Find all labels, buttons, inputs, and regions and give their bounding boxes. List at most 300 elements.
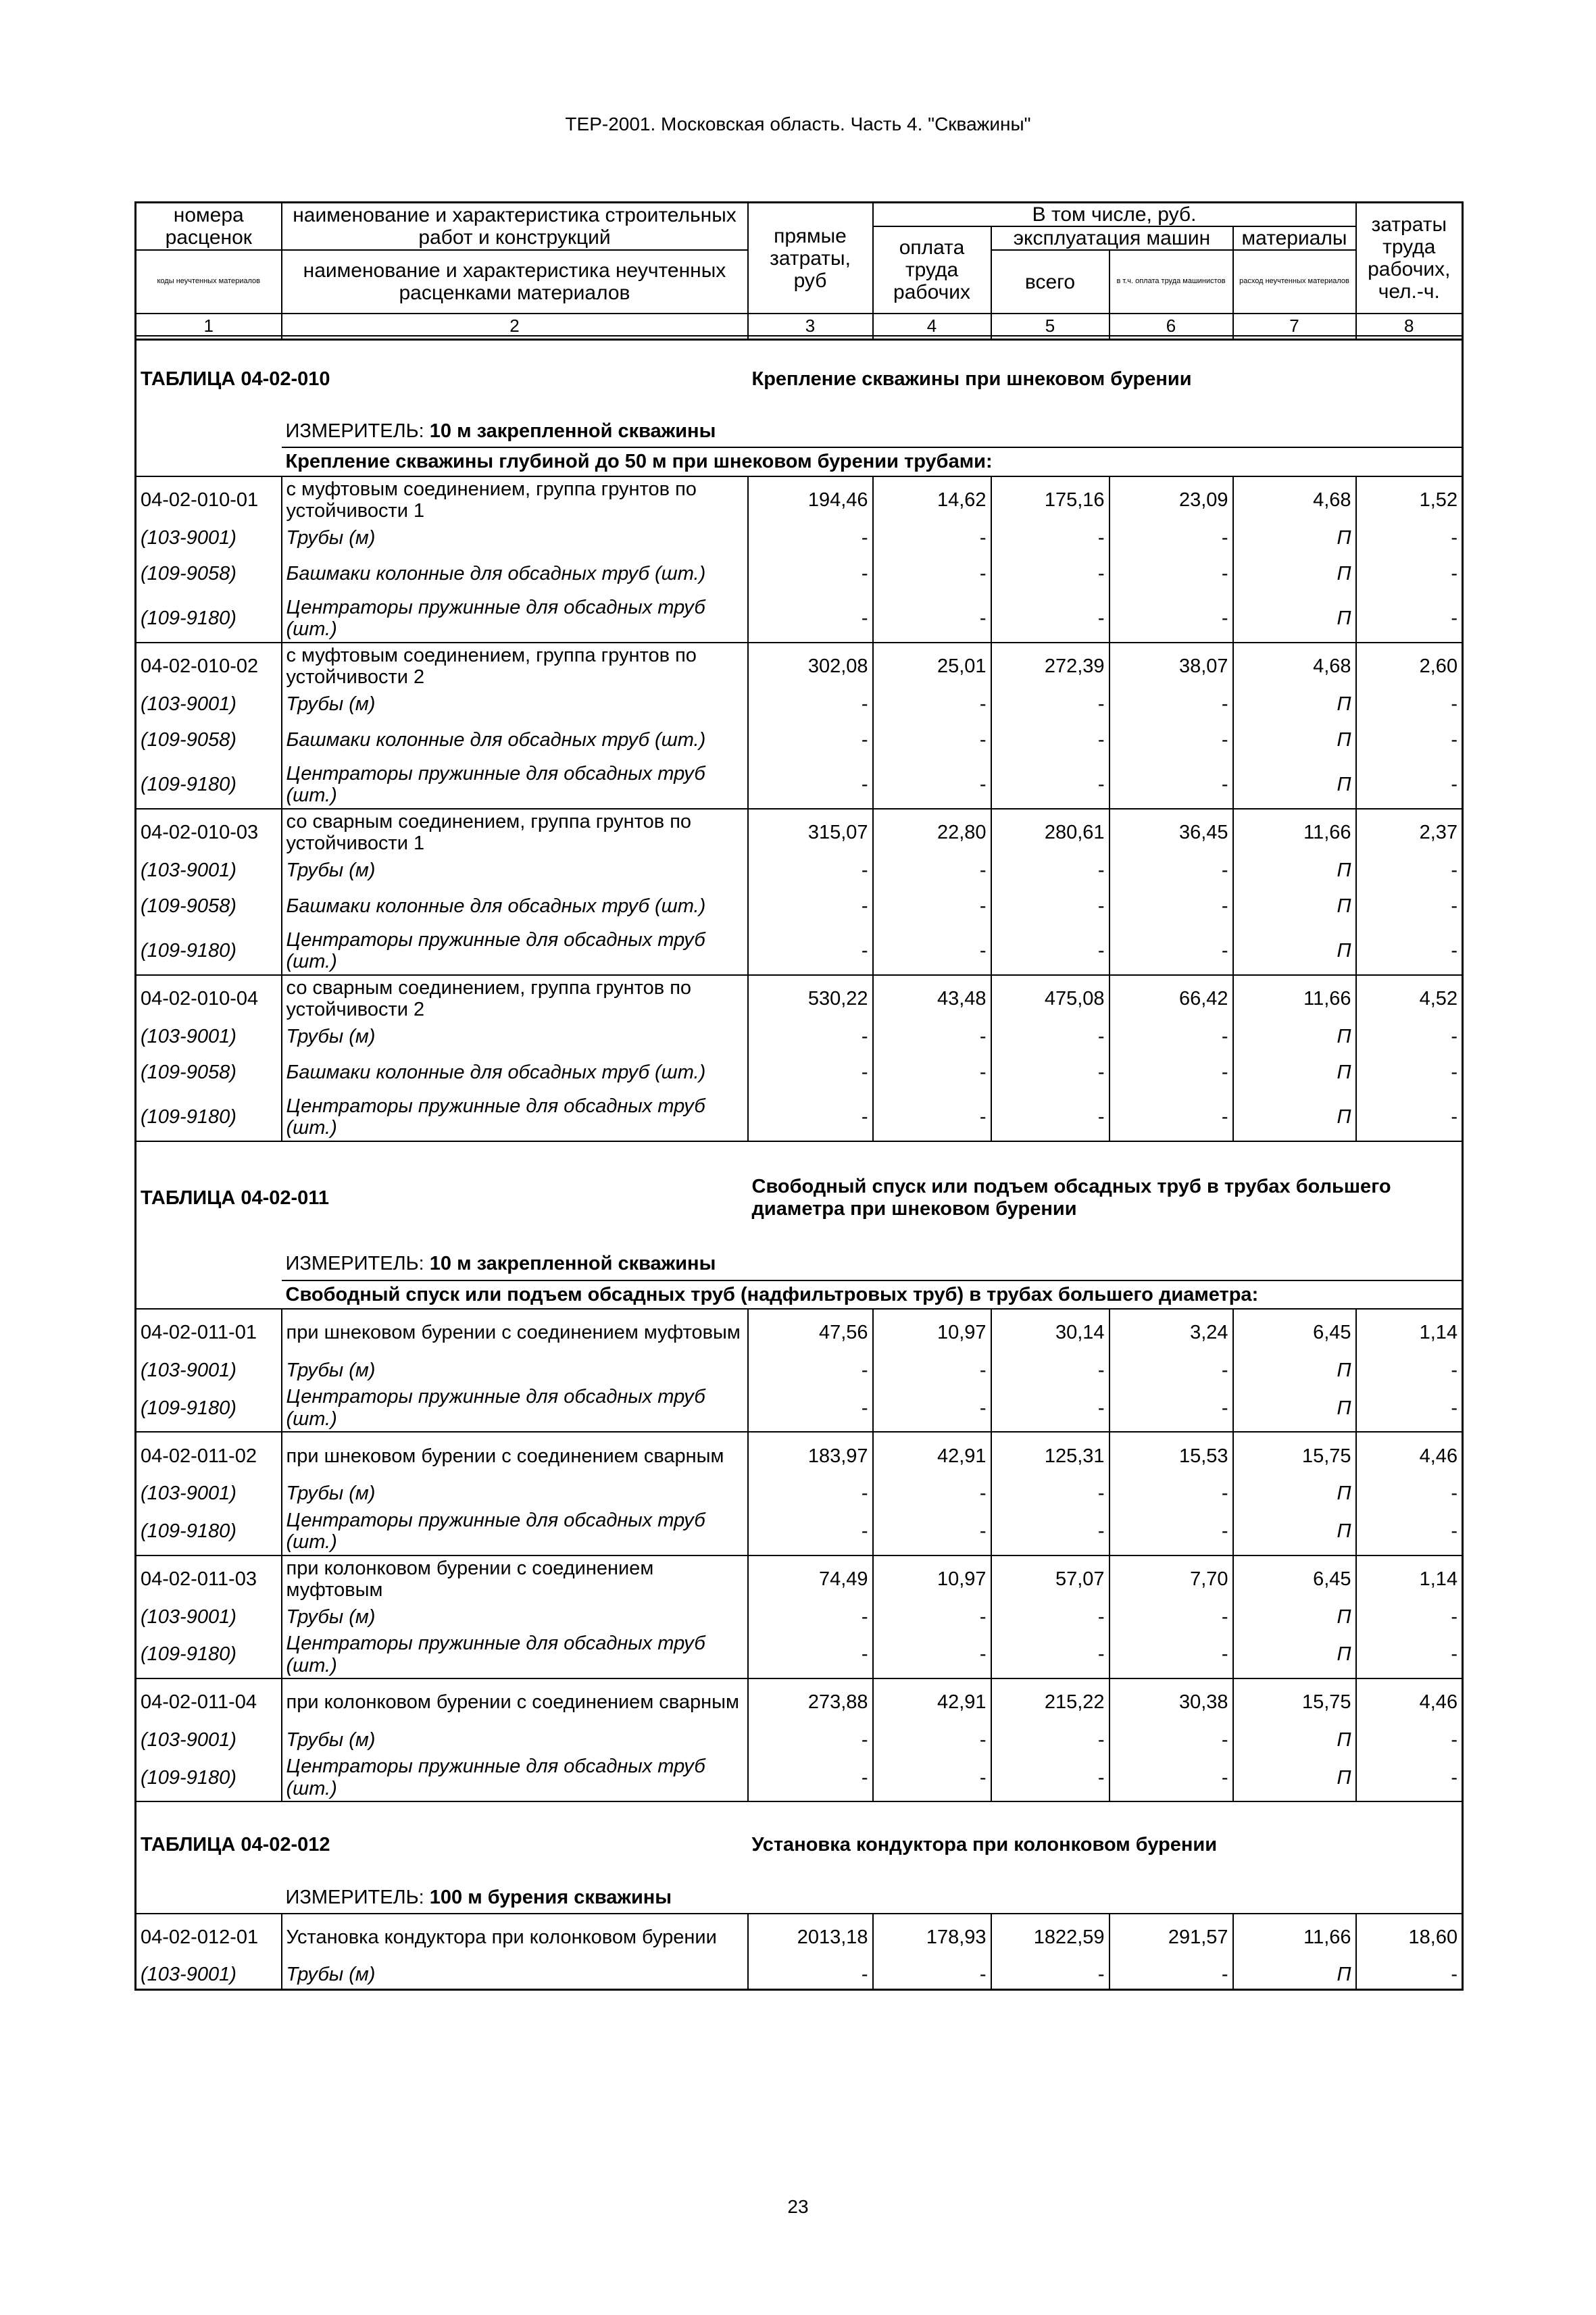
- value-col-3: 2013,18: [748, 1914, 873, 1961]
- value-col-7: 4,68: [1233, 643, 1356, 690]
- value-col-3: 302,08: [748, 643, 873, 690]
- material-code: (109-9180): [136, 1385, 282, 1432]
- value-col-4: -: [873, 928, 991, 975]
- value-col-6: -: [1109, 1022, 1233, 1051]
- rate-name: Установка кондуктора при колонковом бурении: [282, 1914, 748, 1961]
- header-col2-top: наименование и характеристика строительных работ и конструкций: [282, 203, 748, 251]
- value-col-6: -: [1109, 1508, 1233, 1555]
- material-code: (109-9180): [136, 1631, 282, 1678]
- rate-name: при колонковом бурении с соединением муфтовым: [282, 1555, 748, 1603]
- value-col-6: -: [1109, 1726, 1233, 1754]
- value-col-4: 178,93: [873, 1914, 991, 1961]
- value-col-5: -: [991, 1961, 1109, 1990]
- value-col-3: -: [748, 1094, 873, 1141]
- value-col-5: -: [991, 1051, 1109, 1094]
- value-col-5: -: [991, 1508, 1109, 1555]
- value-col-3: -: [748, 1385, 873, 1432]
- value-col-7: П: [1233, 1051, 1356, 1094]
- value-col-3: -: [748, 1022, 873, 1051]
- value-col-6: -: [1109, 718, 1233, 762]
- value-col-6: -: [1109, 762, 1233, 809]
- header-col1-top: номера расценок: [136, 203, 282, 251]
- value-col-4: -: [873, 885, 991, 928]
- value-col-5: -: [991, 524, 1109, 552]
- measure-row: [136, 416, 1463, 448]
- table-name: ТАБЛИЦА 04-02-012: [136, 1801, 748, 1882]
- rate-name: при колонковом бурении с соединением сварным: [282, 1678, 748, 1726]
- material-name: Центраторы пружинные для обсадных труб (шт.): [286, 596, 705, 641]
- material-code: (103-9001): [136, 690, 282, 718]
- value-col-5: -: [991, 1603, 1109, 1631]
- value-col-3: -: [748, 856, 873, 885]
- value-col-3: -: [748, 524, 873, 552]
- material-name: Трубы (м): [286, 1025, 376, 1047]
- material-row: [136, 595, 1463, 643]
- value-col-3: -: [748, 1754, 873, 1801]
- value-col-6: 7,70: [1109, 1555, 1233, 1603]
- value-col-4: -: [873, 552, 991, 595]
- value-col-7: П: [1233, 552, 1356, 595]
- value-col-5: 1822,59: [991, 1914, 1109, 1961]
- header-num-5: 5: [991, 314, 1109, 339]
- value-col-7: П: [1233, 762, 1356, 809]
- value-col-8: -: [1356, 856, 1463, 885]
- material-name: Центраторы пружинные для обсадных труб (шт.): [286, 1386, 705, 1430]
- value-col-8: -: [1356, 885, 1463, 928]
- material-name: Башмаки колонные для обсадных труб (шт.): [286, 562, 706, 584]
- table-title-row: [136, 1141, 1463, 1249]
- value-col-8: -: [1356, 1631, 1463, 1678]
- material-row: [136, 1631, 1463, 1678]
- value-col-5: -: [991, 1356, 1109, 1385]
- table-row: [136, 643, 1463, 690]
- value-col-3: 47,56: [748, 1309, 873, 1356]
- value-col-8: -: [1356, 552, 1463, 595]
- value-col-8: -: [1356, 1022, 1463, 1051]
- value-col-7: 11,66: [1233, 1914, 1356, 1961]
- header-num-8: 8: [1356, 314, 1463, 339]
- header-col4: оплата труда рабочих: [873, 226, 991, 314]
- material-code: (109-9180): [136, 595, 282, 643]
- material-name: Трубы (м): [286, 693, 376, 715]
- value-col-8: -: [1356, 1754, 1463, 1801]
- value-col-5: -: [991, 718, 1109, 762]
- value-col-4: -: [873, 762, 991, 809]
- value-col-4: -: [873, 1631, 991, 1678]
- value-col-5: -: [991, 1094, 1109, 1141]
- table-row: [136, 975, 1463, 1022]
- value-col-8: -: [1356, 1508, 1463, 1555]
- material-row: [136, 1022, 1463, 1051]
- value-col-7: П: [1233, 524, 1356, 552]
- value-col-3: -: [748, 690, 873, 718]
- rate-code: 04-02-010-02: [136, 643, 282, 690]
- value-col-7: 4,68: [1233, 476, 1356, 524]
- value-col-7: 15,75: [1233, 1678, 1356, 1726]
- value-col-3: -: [748, 885, 873, 928]
- value-col-4: 25,01: [873, 643, 991, 690]
- value-col-4: -: [873, 595, 991, 643]
- value-col-4: 14,62: [873, 476, 991, 524]
- value-col-5: 30,14: [991, 1309, 1109, 1356]
- measure-label: ИЗМЕРИТЕЛЬ:: [285, 420, 424, 443]
- rate-code: 04-02-010-01: [136, 476, 282, 524]
- value-col-3: -: [748, 595, 873, 643]
- rate-name: с муфтовым соединением, группа грунтов по устойчивости 2: [282, 643, 748, 690]
- table-title-row: [136, 336, 1463, 416]
- value-col-7: П: [1233, 595, 1356, 643]
- value-col-8: 2,60: [1356, 643, 1463, 690]
- value-col-7: П: [1233, 1479, 1356, 1508]
- header-col2-bottom: наименование и характеристика неучтенных расценками материалов: [282, 250, 748, 314]
- value-col-4: -: [873, 718, 991, 762]
- material-name: Трубы (м): [286, 1729, 376, 1751]
- value-col-7: 6,45: [1233, 1555, 1356, 1603]
- value-col-7: П: [1233, 1094, 1356, 1141]
- value-col-6: 15,53: [1109, 1432, 1233, 1479]
- material-name: Трубы (м): [286, 1359, 376, 1381]
- subheader-text: Свободный спуск или подъем обсадных труб (надфильтровых труб) в трубах большего диаметра:: [282, 1280, 1463, 1309]
- value-col-8: -: [1356, 690, 1463, 718]
- material-code: (109-9058): [136, 885, 282, 928]
- value-col-7: 6,45: [1233, 1309, 1356, 1356]
- subheader-row: [136, 447, 1463, 476]
- rate-code: 04-02-011-03: [136, 1555, 282, 1603]
- value-col-8: 4,46: [1356, 1678, 1463, 1726]
- rate-code: 04-02-011-02: [136, 1432, 282, 1479]
- value-col-3: -: [748, 928, 873, 975]
- value-col-5: 272,39: [991, 643, 1109, 690]
- value-col-8: 1,52: [1356, 476, 1463, 524]
- material-row: [136, 524, 1463, 552]
- material-code: (103-9001): [136, 524, 282, 552]
- value-col-6: -: [1109, 595, 1233, 643]
- value-col-4: 10,97: [873, 1555, 991, 1603]
- value-col-6: 23,09: [1109, 476, 1233, 524]
- rate-name: со сварным соединением, группа грунтов по устойчивости 2: [282, 975, 748, 1022]
- value-col-5: -: [991, 1022, 1109, 1051]
- value-col-3: -: [748, 1961, 873, 1990]
- material-name: Центраторы пружинные для обсадных труб (шт.): [286, 1095, 705, 1139]
- header-col6: в т.ч. оплата труда машинистов: [1109, 250, 1233, 314]
- measure-unit: [282, 1249, 1463, 1280]
- value-col-4: -: [873, 1022, 991, 1051]
- table-row: [136, 1678, 1463, 1726]
- value-col-6: -: [1109, 928, 1233, 975]
- header-col7: расход неучтенных материалов: [1233, 250, 1356, 314]
- rate-code: 04-02-012-01: [136, 1914, 282, 1961]
- material-row: [136, 718, 1463, 762]
- rate-name: при шнековом бурении с соединением муфтовым: [282, 1309, 748, 1356]
- value-col-8: 1,14: [1356, 1309, 1463, 1356]
- material-name: Башмаки колонные для обсадных труб (шт.): [286, 895, 706, 917]
- value-col-3: -: [748, 1631, 873, 1678]
- measure-blank: [136, 416, 282, 448]
- value-col-8: 1,14: [1356, 1555, 1463, 1603]
- material-code: (109-9180): [136, 1754, 282, 1801]
- value-col-6: -: [1109, 552, 1233, 595]
- material-row: [136, 885, 1463, 928]
- measure-value: 100 м бурения скважины: [429, 1886, 672, 1908]
- header-materials: материалы: [1233, 226, 1356, 250]
- value-col-4: -: [873, 856, 991, 885]
- value-col-3: 74,49: [748, 1555, 873, 1603]
- material-code: (109-9058): [136, 1051, 282, 1094]
- value-col-5: 280,61: [991, 809, 1109, 856]
- value-col-5: -: [991, 1726, 1109, 1754]
- value-col-4: -: [873, 1961, 991, 1990]
- value-col-6: 30,38: [1109, 1678, 1233, 1726]
- value-col-4: -: [873, 1508, 991, 1555]
- table-name: ТАБЛИЦА 04-02-010: [136, 336, 748, 416]
- measure-row: [136, 1882, 1463, 1914]
- value-col-3: -: [748, 1356, 873, 1385]
- value-col-8: -: [1356, 595, 1463, 643]
- material-row: [136, 1726, 1463, 1754]
- value-col-7: 15,75: [1233, 1432, 1356, 1479]
- rate-code: 04-02-010-04: [136, 975, 282, 1022]
- value-col-4: 42,91: [873, 1678, 991, 1726]
- value-col-8: -: [1356, 1051, 1463, 1094]
- value-col-4: -: [873, 1356, 991, 1385]
- value-col-6: -: [1109, 1385, 1233, 1432]
- header-machines: эксплуатация машин: [991, 226, 1233, 250]
- material-row: [136, 552, 1463, 595]
- material-row: [136, 1385, 1463, 1432]
- material-row: [136, 762, 1463, 809]
- measure-value: 10 м закрепленной скважины: [429, 1253, 716, 1275]
- measure-value: 10 м закрепленной скважины: [429, 420, 716, 443]
- table-caption: Свободный спуск или подъем обсадных труб в трубах большего диаметра при шнековом бурении: [748, 1141, 1463, 1249]
- material-name: Центраторы пружинные для обсадных труб (шт.): [286, 1756, 705, 1799]
- material-code: (103-9001): [136, 856, 282, 885]
- value-col-6: -: [1109, 1631, 1233, 1678]
- table-title-row: [136, 1801, 1463, 1882]
- value-col-8: -: [1356, 1726, 1463, 1754]
- value-col-5: 175,16: [991, 476, 1109, 524]
- value-col-7: 11,66: [1233, 809, 1356, 856]
- header-num-7: 7: [1233, 314, 1356, 339]
- material-name: Трубы (м): [286, 526, 376, 549]
- value-col-3: -: [748, 1603, 873, 1631]
- header-num-3: 3: [748, 314, 873, 339]
- value-col-3: 183,97: [748, 1432, 873, 1479]
- value-col-7: П: [1233, 1022, 1356, 1051]
- value-col-7: П: [1233, 1508, 1356, 1555]
- table-row: [136, 809, 1463, 856]
- value-col-5: -: [991, 595, 1109, 643]
- value-col-8: 4,46: [1356, 1432, 1463, 1479]
- value-col-8: -: [1356, 1356, 1463, 1385]
- page-number: 23: [787, 2196, 809, 2217]
- value-col-6: -: [1109, 1356, 1233, 1385]
- value-col-7: П: [1233, 1754, 1356, 1801]
- value-col-8: -: [1356, 1385, 1463, 1432]
- value-col-6: -: [1109, 885, 1233, 928]
- material-code: (109-9058): [136, 718, 282, 762]
- header-num-6: 6: [1109, 314, 1233, 339]
- value-col-7: П: [1233, 1385, 1356, 1432]
- material-name: Трубы (м): [286, 1964, 376, 1986]
- value-col-3: 315,07: [748, 809, 873, 856]
- table-row: [136, 476, 1463, 524]
- value-col-8: 4,52: [1356, 975, 1463, 1022]
- value-col-5: -: [991, 928, 1109, 975]
- value-col-4: -: [873, 1603, 991, 1631]
- measure-blank: [136, 1882, 282, 1914]
- value-col-6: 66,42: [1109, 975, 1233, 1022]
- value-col-6: 291,57: [1109, 1914, 1233, 1961]
- value-col-8: -: [1356, 1479, 1463, 1508]
- value-col-3: -: [748, 552, 873, 595]
- material-code: (109-9180): [136, 762, 282, 809]
- value-col-5: 125,31: [991, 1432, 1109, 1479]
- value-col-6: -: [1109, 1754, 1233, 1801]
- material-code: (103-9001): [136, 1479, 282, 1508]
- value-col-5: -: [991, 690, 1109, 718]
- value-col-8: -: [1356, 762, 1463, 809]
- material-name: Трубы (м): [286, 859, 376, 881]
- table-row: [136, 1309, 1463, 1356]
- value-col-4: -: [873, 1094, 991, 1141]
- subheader-blank: [136, 1280, 282, 1309]
- value-col-5: -: [991, 552, 1109, 595]
- material-name: Центраторы пружинные для обсадных труб (шт.): [286, 762, 705, 807]
- value-col-4: 22,80: [873, 809, 991, 856]
- measure-blank: [136, 1249, 282, 1280]
- value-col-5: -: [991, 1479, 1109, 1508]
- value-col-7: П: [1233, 1961, 1356, 1990]
- value-col-7: П: [1233, 928, 1356, 975]
- subheader-text: Крепление скважины глубиной до 50 м при шнековом бурении трубами:: [282, 447, 1463, 476]
- material-row: [136, 1754, 1463, 1801]
- value-col-6: -: [1109, 856, 1233, 885]
- material-name: Трубы (м): [286, 1605, 376, 1628]
- value-col-7: П: [1233, 690, 1356, 718]
- material-name: Трубы (м): [286, 1483, 376, 1505]
- subheader-row: [136, 1280, 1463, 1309]
- value-col-6: -: [1109, 1051, 1233, 1094]
- rates-table: [134, 335, 1464, 1991]
- subheader-blank: [136, 447, 282, 476]
- header-col3: прямые затраты, руб: [748, 203, 873, 314]
- value-col-7: П: [1233, 1631, 1356, 1678]
- value-col-4: 43,48: [873, 975, 991, 1022]
- value-col-5: -: [991, 1385, 1109, 1432]
- value-col-8: 2,37: [1356, 809, 1463, 856]
- header-group: В том числе, руб.: [873, 203, 1356, 227]
- material-row: [136, 690, 1463, 718]
- table-header: [134, 201, 1464, 341]
- value-col-5: 475,08: [991, 975, 1109, 1022]
- value-col-5: 215,22: [991, 1678, 1109, 1726]
- value-col-8: 18,60: [1356, 1914, 1463, 1961]
- value-col-4: -: [873, 1051, 991, 1094]
- value-col-3: -: [748, 718, 873, 762]
- value-col-4: 42,91: [873, 1432, 991, 1479]
- table-row: [136, 1432, 1463, 1479]
- material-code: (109-9180): [136, 928, 282, 975]
- value-col-5: -: [991, 856, 1109, 885]
- material-name: Башмаки колонные для обсадных труб (шт.): [286, 1061, 706, 1083]
- header-num-4: 4: [873, 314, 991, 339]
- table-caption: Установка кондуктора при колонковом бурении: [748, 1801, 1463, 1882]
- value-col-8: -: [1356, 718, 1463, 762]
- material-row: [136, 1508, 1463, 1555]
- value-col-3: -: [748, 762, 873, 809]
- value-col-7: П: [1233, 1726, 1356, 1754]
- value-col-3: 530,22: [748, 975, 873, 1022]
- table-row: [136, 1914, 1463, 1961]
- value-col-3: 273,88: [748, 1678, 873, 1726]
- value-col-6: -: [1109, 690, 1233, 718]
- rate-name: со сварным соединением, группа грунтов по устойчивости 1: [282, 809, 748, 856]
- material-row: [136, 928, 1463, 975]
- material-name: Башмаки колонные для обсадных труб (шт.): [286, 728, 706, 751]
- table-caption: Крепление скважины при шнековом бурении: [748, 336, 1463, 416]
- value-col-7: П: [1233, 1603, 1356, 1631]
- value-col-3: -: [748, 1479, 873, 1508]
- material-row: [136, 1051, 1463, 1094]
- value-col-3: -: [748, 1508, 873, 1555]
- value-col-6: -: [1109, 1479, 1233, 1508]
- document-title: ТЕР-2001. Московская область. Часть 4. "Скважины": [565, 114, 1031, 134]
- material-code: (103-9001): [136, 1603, 282, 1631]
- value-col-8: -: [1356, 1603, 1463, 1631]
- value-col-4: -: [873, 1385, 991, 1432]
- material-row: [136, 1479, 1463, 1508]
- rate-code: 04-02-011-04: [136, 1678, 282, 1726]
- measure-row: [136, 1249, 1463, 1280]
- value-col-8: -: [1356, 1094, 1463, 1141]
- value-col-6: -: [1109, 1094, 1233, 1141]
- value-col-8: -: [1356, 1961, 1463, 1990]
- value-col-5: -: [991, 762, 1109, 809]
- value-col-7: 11,66: [1233, 975, 1356, 1022]
- value-col-3: -: [748, 1726, 873, 1754]
- measure-unit: [282, 1882, 1463, 1914]
- material-row: [136, 1961, 1463, 1990]
- header-num-1: 1: [136, 314, 282, 339]
- measure-label: ИЗМЕРИТЕЛЬ:: [285, 1253, 424, 1275]
- table-row: [136, 1555, 1463, 1603]
- value-col-4: -: [873, 1479, 991, 1508]
- value-col-6: 38,07: [1109, 643, 1233, 690]
- material-code: (103-9001): [136, 1961, 282, 1990]
- header-col5: всего: [991, 250, 1109, 314]
- material-row: [136, 1356, 1463, 1385]
- material-code: (109-9058): [136, 552, 282, 595]
- material-code: (103-9001): [136, 1726, 282, 1754]
- value-col-6: -: [1109, 1603, 1233, 1631]
- rate-code: 04-02-010-03: [136, 809, 282, 856]
- value-col-5: -: [991, 1631, 1109, 1678]
- header-num-2: 2: [282, 314, 748, 339]
- value-col-6: -: [1109, 524, 1233, 552]
- material-row: [136, 856, 1463, 885]
- material-code: (103-9001): [136, 1356, 282, 1385]
- header-col1-bottom: коды неучтенных материалов: [136, 250, 282, 314]
- material-code: (109-9180): [136, 1508, 282, 1555]
- value-col-5: -: [991, 1754, 1109, 1801]
- material-row: [136, 1603, 1463, 1631]
- header-col8: затраты труда рабочих, чел.-ч.: [1356, 203, 1463, 314]
- value-col-7: П: [1233, 856, 1356, 885]
- material-name: Центраторы пружинные для обсадных труб (шт.): [286, 1509, 705, 1553]
- value-col-6: 36,45: [1109, 809, 1233, 856]
- value-col-7: П: [1233, 718, 1356, 762]
- measure-unit: [282, 416, 1463, 448]
